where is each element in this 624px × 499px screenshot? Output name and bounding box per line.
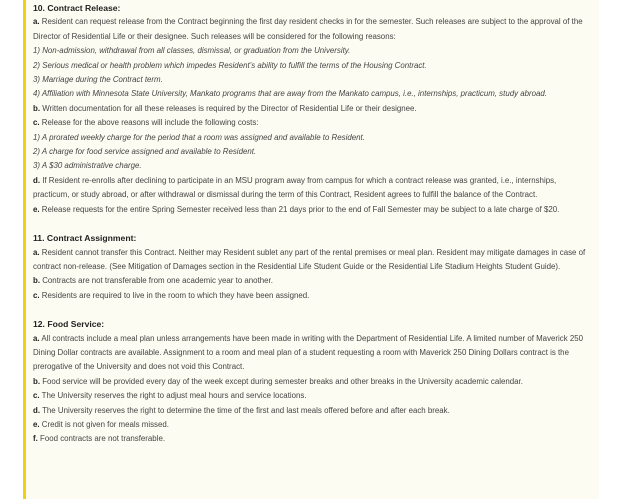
clause-label: a. — [33, 247, 40, 257]
clause-c — [33, 389, 593, 403]
clause-text: Credit is not given for meals missed. — [41, 419, 169, 429]
clause-label: d. — [33, 405, 41, 415]
clause-b — [33, 375, 593, 389]
clause-label: f. — [33, 434, 38, 444]
section-contract-release — [33, 1, 593, 217]
clause-text: The University reserves the right to determine the time of the first and last meals offered before and after each break. — [42, 405, 450, 415]
clause-a — [33, 15, 593, 44]
release-reason-3: 3) Marriage during the Contract term. — [33, 75, 163, 85]
clause-a — [33, 332, 593, 375]
clause-label: c. — [33, 391, 40, 401]
release-reason-4: 4) Affiliation with Minnesota State University, Mankato programs that are away from the Mankato campus, i.e., internships, practicum, study abroad. — [33, 89, 547, 99]
clause-text: Food service will be provided every day of the week except during semester breaks and other breaks in the University academic calendar. — [42, 376, 523, 386]
clause-text: Release requests for the entire Spring Semester received less than 21 days prior to the end of Fall Semester may be subject to a late charge of $20. — [41, 204, 560, 214]
release-cost-3: 3) A $30 administrative charge. — [33, 161, 142, 171]
clause-label: b. — [33, 276, 41, 286]
clause-text: Resident can request release from the Contract beginning the first day resident checks in for the semester. Such releases are subject to the approval of the Director of Residential Life or their designee. Such releases will be considered for the following reasons: — [33, 17, 583, 41]
clause-label: e. — [33, 204, 40, 214]
clause-e — [33, 203, 593, 217]
clause-b — [33, 274, 593, 288]
clause-text: The University reserves the right to adjust meal hours and service locations. — [41, 391, 307, 401]
clause-label: b. — [33, 103, 41, 113]
section-contract-assignment — [33, 231, 593, 303]
clause-d — [33, 174, 593, 203]
clause-c — [33, 289, 593, 303]
clause-label: c. — [33, 290, 40, 300]
clause-text: Written documentation for all these releases is required by the Director of Residential Life or their designee. — [42, 103, 417, 113]
clause-label: c. — [33, 118, 40, 128]
clause-label: b. — [33, 376, 41, 386]
clause-text: Contracts are not transferable from one academic year to another. — [42, 276, 273, 286]
clause-text: Food contracts are not transferable. — [40, 434, 166, 444]
release-cost-2: 2) A charge for food service assigned and available to Resident. — [33, 147, 257, 157]
clause-text: If Resident re-enrolls after declining to participate in an MSU program away from campus for which a contract release was granted, i.e., internships, practicum, or study abroad, or after withdrawal or dismissal during the term of this Contract, Resident agrees to fulfill the balance of the Contract. — [33, 175, 557, 200]
clause-a — [33, 246, 593, 275]
section-heading: 10. Contract Release: — [33, 3, 121, 13]
clause-text: Resident cannot transfer this Contract. Neither may Resident sublet any part of the rental premises or meal plan. Resident may mitigate damages in case of contract non-release. (See Mitigation of Damages section in the Residential Life Student Guide or the Residential Life Stadium Heights Student Guide). — [33, 247, 586, 271]
clause-label: a. — [33, 333, 40, 343]
clause-b — [33, 102, 593, 116]
clause-label: e. — [33, 419, 40, 429]
clause-c — [33, 116, 593, 130]
section-heading: 11. Contract Assignment: — [33, 233, 137, 244]
section-food-service — [33, 317, 593, 447]
clause-d — [33, 404, 593, 418]
section-heading: 12. Food Service: — [33, 319, 105, 330]
clause-e — [33, 418, 593, 432]
clause-f — [33, 432, 593, 446]
contract-terms-panel — [23, 0, 599, 499]
release-reason-1: 1) Non-admission, withdrawal from all classes, dismissal, or graduation from the University. — [33, 46, 351, 56]
release-cost-1: 1) A prorated weekly charge for the period that a room was assigned and available to Resident. — [33, 132, 365, 142]
clause-label: d. — [33, 175, 41, 185]
clause-text: All contracts include a meal plan unless arrangements have been made in writing with the Department of Residential Life. A limited number of Maverick 250 Dining Dollar contracts are available. Assignment to a room and meal plan of a student requesting a room with Maverick 250 Dining Dollars contract is the prerogative of the University and does not void this Contract. — [33, 333, 584, 372]
release-reason-2: 2) Serious medical or health problem which impedes Resident’s ability to fulfill the terms of the Housing Contract. — [33, 60, 427, 70]
clause-label: a. — [33, 17, 40, 27]
clause-text: Residents are required to live in the room to which they have been assigned. — [41, 290, 310, 300]
clause-text: Release for the above reasons will include the following costs: — [41, 118, 259, 128]
